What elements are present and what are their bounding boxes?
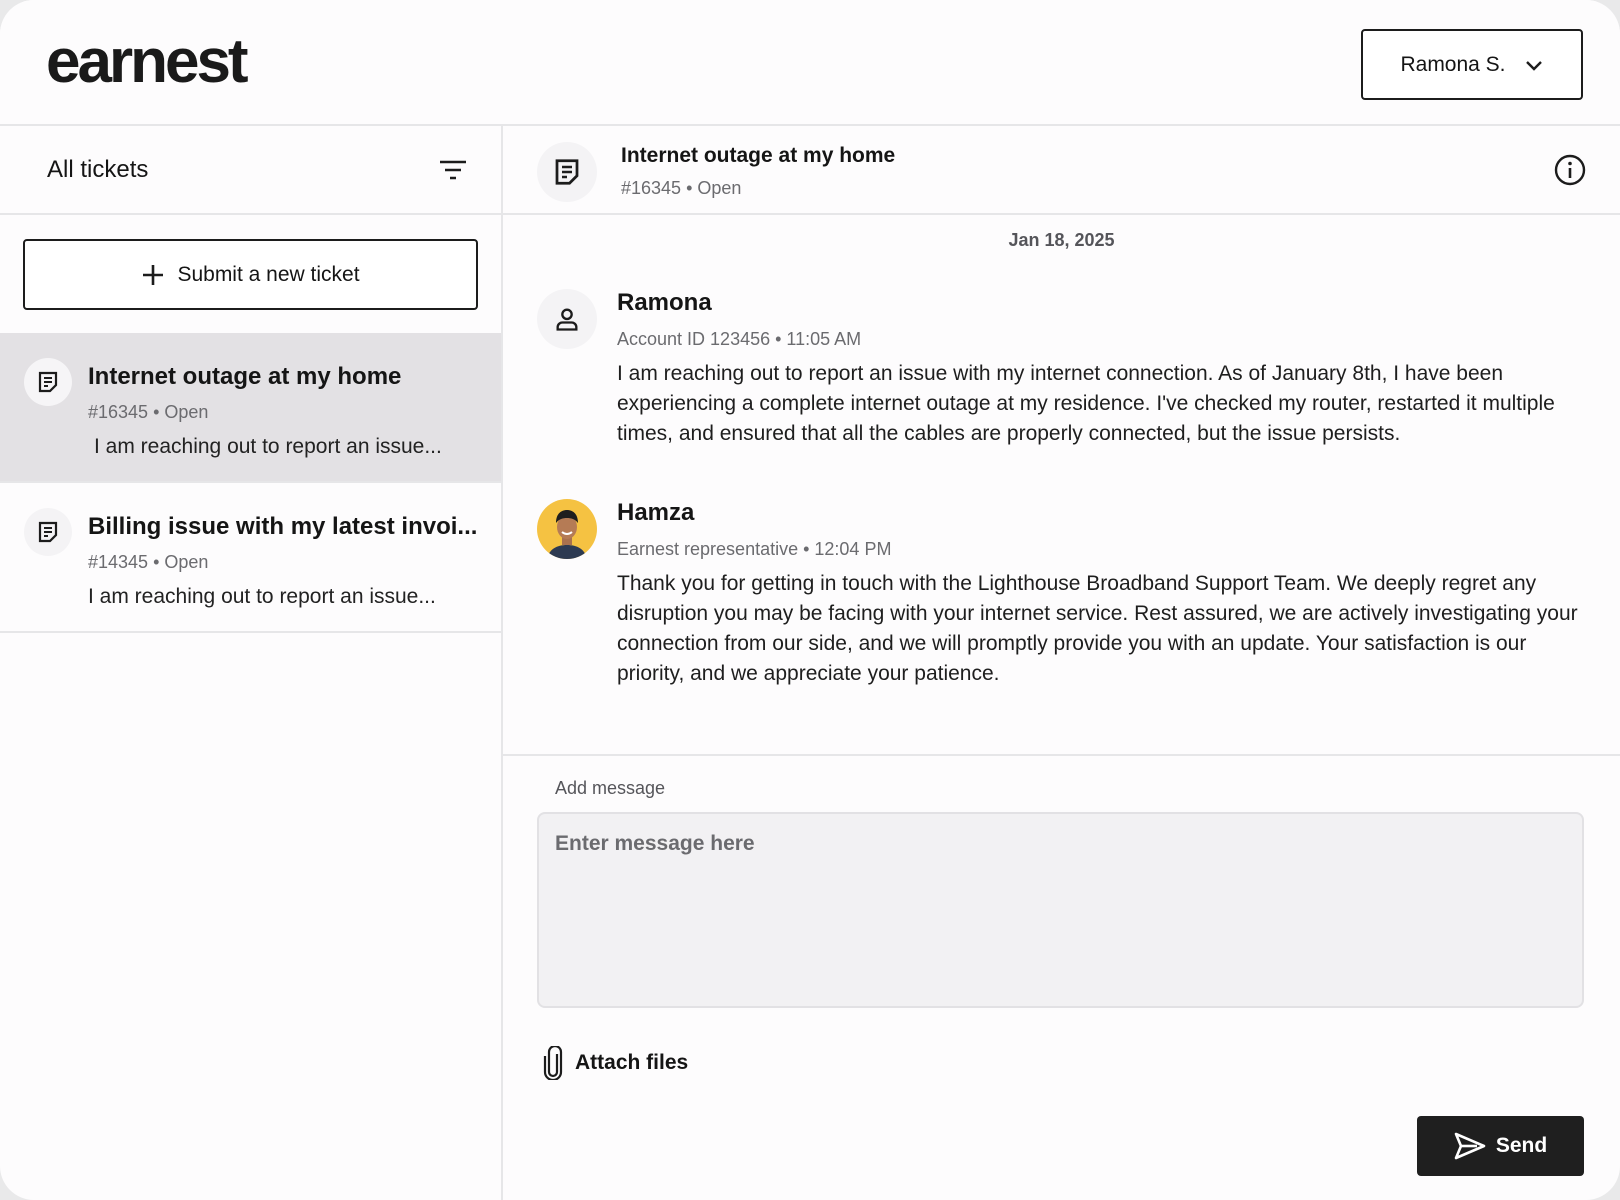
ticket-icon [24,508,72,556]
send-label: Send [1495,1134,1548,1157]
conversation-panel [503,126,1620,1200]
message-author: Ramona [617,289,712,316]
ticket-sidebar [0,126,503,1200]
chevron-down-icon [1524,58,1544,72]
ticket-meta: #14345 • Open [88,552,209,572]
ticket-list-item[interactable] [0,333,501,483]
person-icon [553,305,581,333]
user-menu-button[interactable] [1361,29,1583,100]
sidebar-title: All tickets [47,155,149,183]
message-composer [503,754,1620,1200]
ticket-icon [24,358,72,406]
sidebar-header [0,126,501,215]
ticket-title: Billing issue with my latest invoi... [88,513,478,540]
conversation-title: Internet outage at my home [621,144,896,167]
attach-files-label: Attach files [575,1051,689,1074]
conversation-meta: #16345 • Open [621,178,742,198]
message-body: I am reaching out to report an issue with my internet connection. As of January 8th, I have been experiencing a complete internet outage at my residence. I've checked my router, restarted it multiple times, and ensured that all the cables are properly connected, but the issue persists. [617,362,1555,445]
add-message-label: Add message [555,778,666,798]
ticket-icon [537,142,597,202]
ticket-preview: I am reaching out to report an issue... [88,585,436,608]
conversation-header [503,126,1620,215]
representative-avatar [537,499,597,559]
ticket-meta: #16345 • Open [88,402,209,422]
submit-new-ticket-button[interactable] [23,239,478,310]
filter-icon[interactable] [439,159,467,181]
top-header [0,0,1620,126]
user-avatar [537,289,597,349]
info-icon[interactable] [1554,154,1586,186]
ticket-preview: I am reaching out to report an issue... [94,435,442,458]
message-input[interactable] [537,812,1584,1008]
submit-new-ticket-label: Submit a new ticket [177,262,360,286]
date-divider: Jan 18, 2025 [1008,230,1115,250]
paperclip-icon [543,1046,563,1080]
logo: earnest [46,27,246,96]
send-icon [1454,1132,1486,1160]
message-meta: Earnest representative • 12:04 PM [617,539,892,559]
message-body: Thank you for getting in touch with the Lighthouse Broadband Support Team. We deeply regret any disruption you may be facing with your internet service. Rest assured, we are actively investigating your connection from our side, and we will promptly provide you with an update. Your satisfaction is our priority, and we appreciate your patience. [617,572,1578,685]
user-name: Ramona S. [1400,52,1506,76]
message-meta: Account ID 123456 • 11:05 AM [617,329,862,349]
message-author: Hamza [617,499,695,526]
send-button[interactable] [1417,1116,1584,1176]
ticket-list-item[interactable] [0,483,501,633]
plus-icon [141,263,165,287]
attach-files-button[interactable] [543,1046,688,1080]
ticket-title: Internet outage at my home [88,363,402,390]
